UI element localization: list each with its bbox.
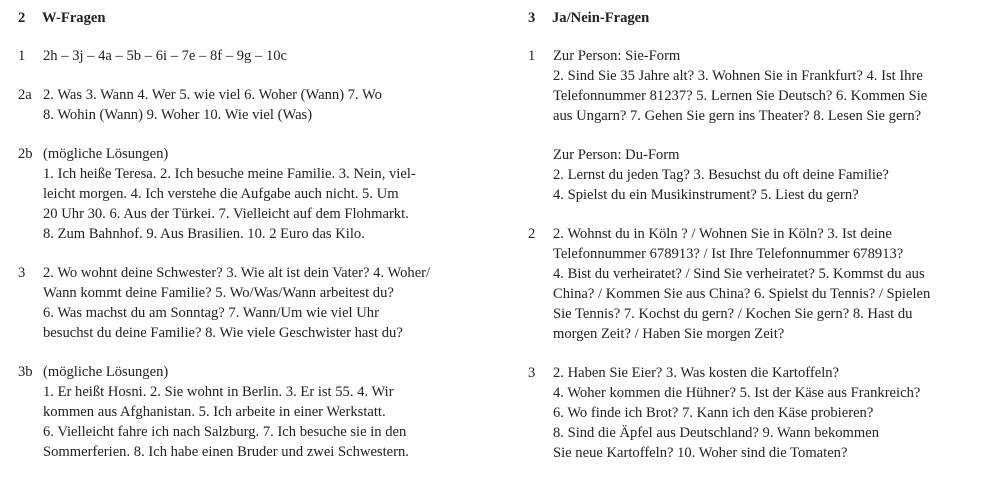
section-number: 3 bbox=[528, 10, 536, 26]
answer-text-line: (mögliche Lösungen) bbox=[43, 146, 169, 162]
exercise-number: 3 bbox=[18, 265, 26, 281]
answer-text-line: 8. Wohin (Wann) 9. Woher 10. Wie viel (Was) bbox=[43, 107, 313, 123]
answer-text-line: Telefonnummer 678913? / Ist Ihre Telefonnummer 678913? bbox=[553, 246, 904, 262]
answer-text-line: 1. Ich heiße Teresa. 2. Ich besuche meine Familie. 3. Nein, viel- bbox=[43, 166, 416, 182]
exercise-entry bbox=[18, 144, 480, 244]
answer-text-line: 20 Uhr 30. 6. Aus der Türkei. 7. Vielleicht auf dem Flohmarkt. bbox=[43, 206, 409, 222]
answer-text-line: 2. Was 3. Wann 4. Wer 5. wie viel 6. Woher (Wann) 7. Wo bbox=[43, 87, 382, 103]
exercise-number: 1 bbox=[18, 48, 26, 64]
answer-text-line: 4. Woher kommen die Hühner? 5. Ist der Käse aus Frankreich? bbox=[553, 385, 921, 401]
exercise-entry bbox=[528, 363, 990, 463]
answer-text-line: Wann kommt deine Familie? 5. Wo/Was/Wann arbeitest du? bbox=[43, 285, 394, 301]
w-fragen-column bbox=[18, 8, 480, 481]
exercise-entry bbox=[528, 224, 990, 344]
section-title: Ja/Nein-Fragen bbox=[552, 10, 650, 26]
exercise-entry bbox=[18, 362, 480, 462]
answer-text-line: 2. Sind Sie 35 Jahre alt? 3. Wohnen Sie in Frankfurt? 4. Ist Ihre bbox=[553, 68, 923, 84]
answer-text-line: morgen Zeit? / Haben Sie morgen Zeit? bbox=[553, 326, 785, 342]
answer-text-line: Sommerferien. 8. Ich habe einen Bruder und zwei Schwestern. bbox=[43, 444, 409, 460]
answer-text-line: 8. Sind die Äpfel aus Deutschland? 9. Wann bekommen bbox=[553, 425, 880, 441]
section-title: W-Fragen bbox=[42, 10, 106, 26]
du-form-block bbox=[553, 145, 990, 205]
answer-text-line: 2. Wohnst du in Köln ? / Wohnen Sie in Köln? 3. Ist deine bbox=[553, 226, 892, 242]
exercise-entry bbox=[18, 46, 480, 66]
answer-text-line: leicht morgen. 4. Ich verstehe die Aufgabe auch nicht. 5. Um bbox=[43, 186, 399, 202]
answer-text-line: Telefonnummer 81237? 5. Lernen Sie Deutsch? 6. Kommen Sie bbox=[553, 88, 928, 104]
ja-nein-fragen-column bbox=[528, 8, 990, 482]
answer-text-line: 4. Bist du verheiratet? / Sind Sie verheiratet? 5. Kommst du aus bbox=[553, 266, 925, 282]
answer-text-line: 6. Vielleicht fahre ich nach Salzburg. 7. Ich besuche sie in den bbox=[43, 424, 407, 440]
answer-text-line: 1. Er heißt Hosni. 2. Sie wohnt in Berlin. 3. Er ist 55. 4. Wir bbox=[43, 384, 394, 400]
section-heading bbox=[528, 8, 990, 28]
exercise-number: 2 bbox=[528, 226, 536, 242]
answer-text-line: Zur Person: Sie-Form bbox=[553, 48, 681, 64]
answer-text-line: Zur Person: Du-Form bbox=[553, 147, 680, 163]
exercise-entry bbox=[18, 263, 480, 343]
exercise-number: 3 bbox=[528, 365, 536, 381]
exercise-entry bbox=[528, 46, 990, 205]
sie-form-block bbox=[553, 46, 990, 126]
exercise-number: 3b bbox=[18, 364, 33, 380]
exercise-number: 2a bbox=[18, 87, 32, 103]
section-number: 2 bbox=[18, 10, 26, 26]
answer-text-line: China? / Kommen Sie aus China? 6. Spielst du Tennis? / Spielen bbox=[553, 286, 931, 302]
answer-text-line: aus Ungarn? 7. Gehen Sie gern ins Theater? 8. Lesen Sie gern? bbox=[553, 108, 922, 124]
answer-text-line: Sie Tennis? 7. Kochst du gern? / Kochen Sie gern? 8. Hast du bbox=[553, 306, 913, 322]
answer-text-line: 4. Spielst du ein Musikinstrument? 5. Liest du gern? bbox=[553, 187, 859, 203]
answer-text-line: 2. Lernst du jeden Tag? 3. Besuchst du oft deine Familie? bbox=[553, 167, 889, 183]
exercise-number: 1 bbox=[528, 48, 536, 64]
answer-text-line: 2h – 3j – 4a – 5b – 6i – 7e – 8f – 9g – 10c bbox=[43, 48, 288, 64]
answer-text-line: 2. Haben Sie Eier? 3. Was kosten die Kartoffeln? bbox=[553, 365, 840, 381]
answer-text-line: 8. Zum Bahnhof. 9. Aus Brasilien. 10. 2 Euro das Kilo. bbox=[43, 226, 365, 242]
answer-text-line: 6. Wo finde ich Brot? 7. Kann ich den Käse probieren? bbox=[553, 405, 874, 421]
answer-text-line: 6. Was machst du am Sonntag? 7. Wann/Um wie viel Uhr bbox=[43, 305, 379, 321]
exercise-number: 2b bbox=[18, 146, 33, 162]
answer-text-line: Sie neue Kartoffeln? 10. Woher sind die Tomaten? bbox=[553, 445, 848, 461]
answer-text-line: besuchst du deine Familie? 8. Wie viele Geschwister hast du? bbox=[43, 325, 403, 341]
answer-text-line: kommen aus Afghanistan. 5. Ich arbeite in einer Werkstatt. bbox=[43, 404, 386, 420]
answer-text-line: 2. Wo wohnt deine Schwester? 3. Wie alt ist dein Vater? 4. Woher/ bbox=[43, 265, 431, 281]
section-heading bbox=[18, 8, 480, 28]
answer-text-line: (mögliche Lösungen) bbox=[43, 364, 169, 380]
exercise-entry bbox=[18, 85, 480, 125]
